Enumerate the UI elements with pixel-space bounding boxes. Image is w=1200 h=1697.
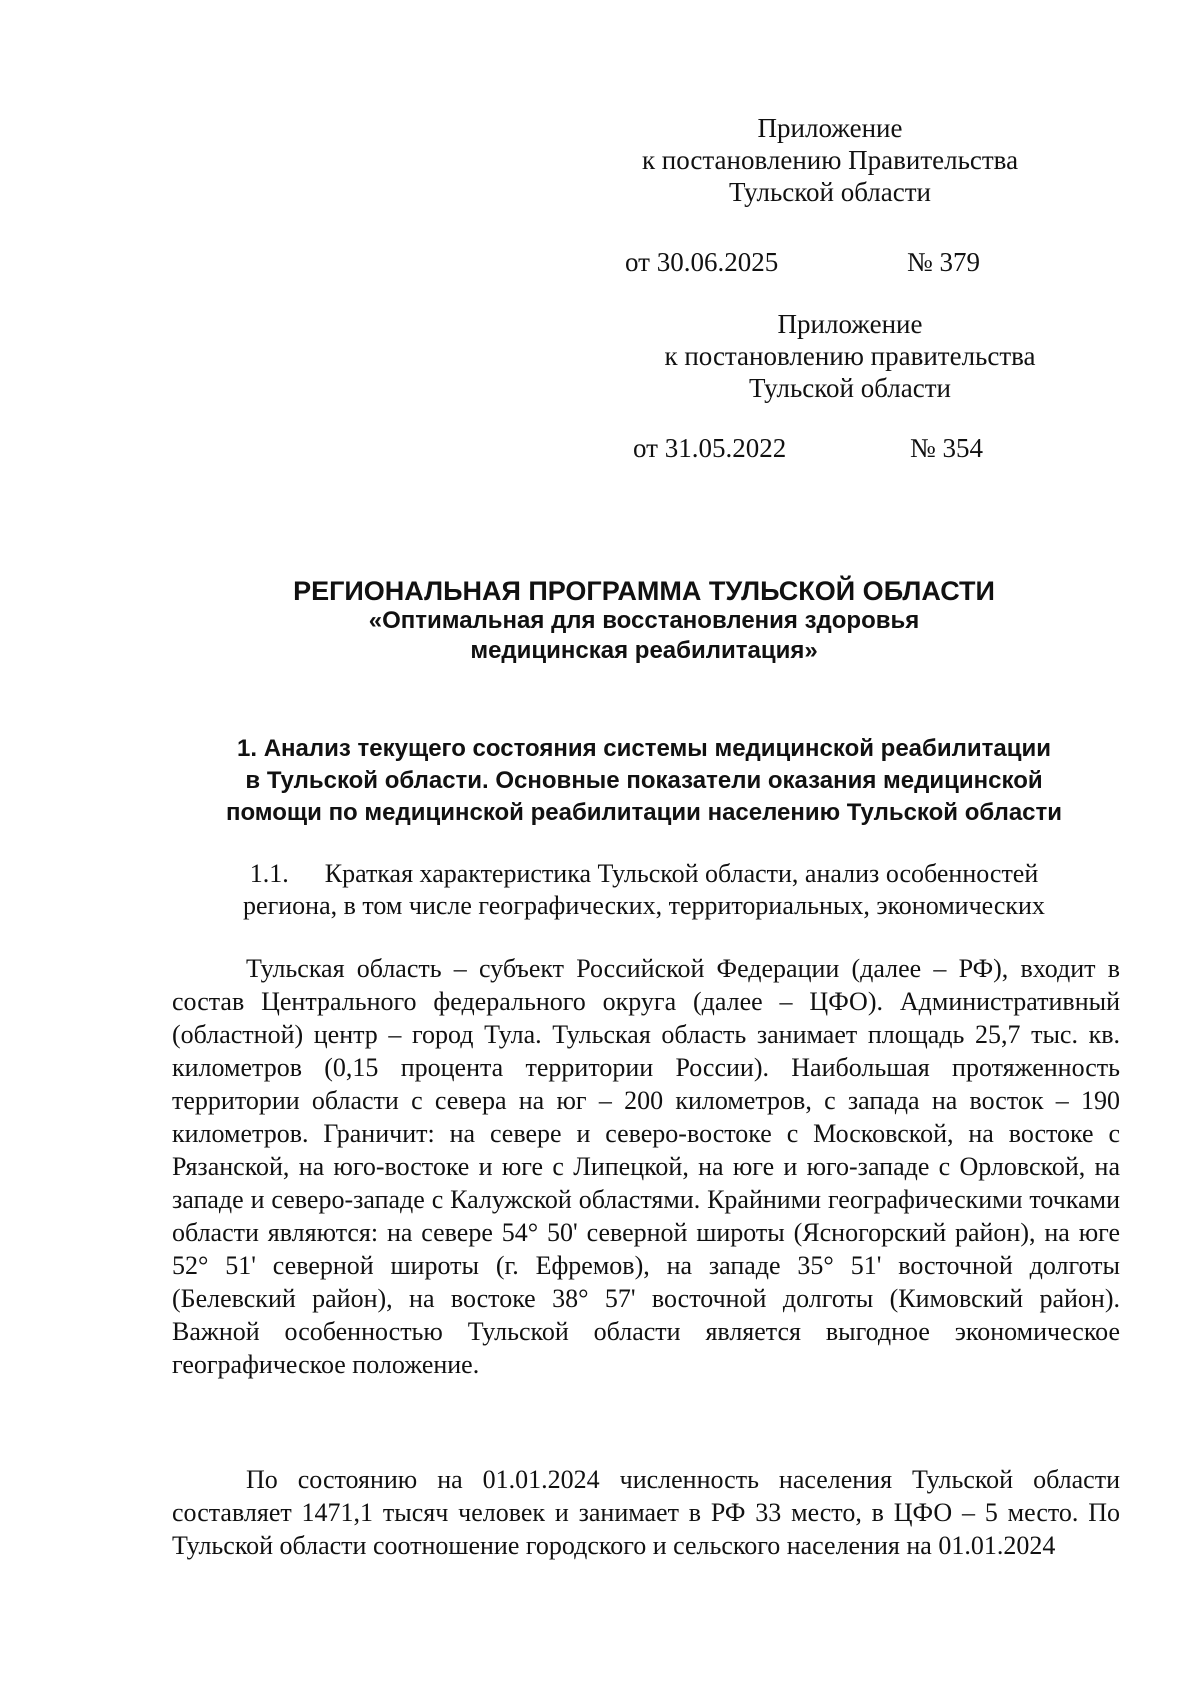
document-subtitle: [110, 606, 1178, 666]
subsection-number: 1.1.: [249, 859, 289, 888]
appendix-resolution-line: к постановлению Правительства: [641, 145, 1019, 175]
resolution-date-current: от 30.06.2025: [625, 247, 779, 277]
resolution-number-previous: № 354: [910, 433, 984, 463]
subsection-title-text: Краткая характеристика Тульской области, анализ особенностей: [324, 859, 1039, 888]
subsection-heading-line: [110, 858, 1178, 890]
document-subtitle-line: медицинская реабилитация»: [470, 637, 818, 664]
appendix-label: Приложение: [757, 113, 903, 143]
body-paragraph-geography: [172, 952, 1120, 1381]
section-heading-line: 1. Анализ текущего состояния системы медицинской реабилитации: [237, 735, 1051, 762]
resolution-number-current: № 379: [907, 247, 981, 277]
appendix-region-line: Тульской области: [729, 177, 931, 207]
document-title: [110, 575, 1178, 607]
paragraph-text: По состоянию на 01.01.2024 численность населения Тульской области составляет 1471,1 тысяч человек и занимает в РФ 33 место, в ЦФО – 5 место. По Тульской области соотношение городского и сельского населения на 01.01.2024: [172, 1465, 1120, 1560]
section-heading: [110, 733, 1178, 829]
subsection-heading-line: региона, в том числе географических, территориальных, экономических: [243, 891, 1045, 920]
appendix-resolution-line: к постановлению правительства: [664, 341, 1036, 371]
document-subtitle-line: «Оптимальная для восстановления здоровья: [368, 607, 920, 634]
section-heading-line: помощи по медицинской реабилитации населению Тульской области: [225, 799, 1063, 826]
paragraph-text: Тульская область – субъект Российской Федерации (далее – РФ), входит в состав Центрального федерального округа (далее – ЦФО). Административный (областной) центр – город Тула. Тульская область занимает площадь 25,7 тыс. кв. километров (0,15 процента территории России). Наибольшая протяженность территории области с севера на юг – 200 километров, с запада на восток – 190 километров. Граничит: на севере и северо-востоке с Московской, на востоке с Рязанской, на юго-востоке и юге с Липецкой, на юге и юго-западе с Орловской, на западе и северо-западе с Калужской областями. Крайними географическими точками области являются: на севере 54° 50' северной широты (Ясногорский район), на юге 52° 51' северной широты (г. Ефремов), на западе 35° 51' восточной долготы (Белевский район), на востоке 38° 57' восточной долготы (Кимовский район). Важной особенностью Тульской области является выгодное экономическое географическое положение.: [172, 954, 1120, 1379]
section-heading-line: в Тульской области. Основные показатели оказания медицинской: [245, 767, 1043, 794]
appendix-header-previous: [620, 308, 1080, 404]
body-paragraph-population: [172, 1463, 1120, 1562]
resolution-date-previous: от 31.05.2022: [633, 433, 787, 463]
appendix-header-current: [600, 112, 1060, 208]
appendix-label: Приложение: [777, 309, 923, 339]
document-title-text: РЕГИОНАЛЬНАЯ ПРОГРАММА ТУЛЬСКОЙ ОБЛАСТИ: [293, 576, 995, 606]
subsection-heading: [110, 858, 1178, 922]
appendix-region-line: Тульской области: [749, 373, 951, 403]
